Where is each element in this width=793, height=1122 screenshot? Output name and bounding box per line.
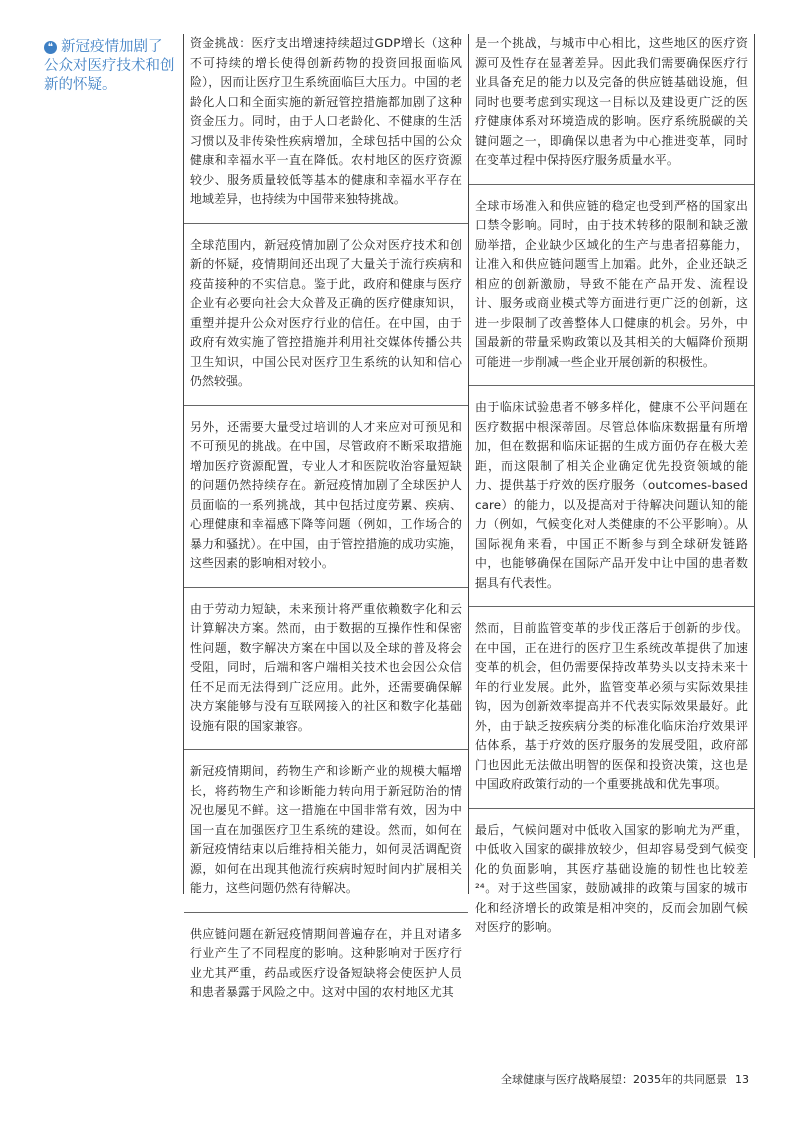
paragraph: 供应链问题在新冠疫情期间普遍存在，并且对诸多行业产生了不同程度的影响。这种影响对于医疗行业尤其严重，药品或医疗设备短缺将会使医护人员和患者暴露于风险之中。这对中国的农村地区尤其 xyxy=(190,926,462,999)
paragraph-divider xyxy=(469,385,754,386)
paragraph: 新冠疫情期间，药物生产和诊断产业的规模大幅增长，将药物生产和诊断能力转向用于新冠防治的情况也屡见不鲜。这一措施在中国非常有效，因为中国一直在加强医疗卫生系统的建设。然而，如何在新冠疫情结束以后维持相关能力，如何灵活调配资源，如何在出现其他流行疾病时短时间内扩展相关能力，这些问题仍然有待解决。 xyxy=(190,764,462,895)
paragraph-divider xyxy=(184,405,468,406)
paragraph-divider xyxy=(184,587,468,588)
paragraph: 然而，目前监管变革的步伐正落后于创新的步伐。在中国，正在进行的医疗卫生系统改革提供了加速变革的机会，但仍需要保持改革势头以支持未来十年的行业发展。此外，监管变革必须与实际效果挂钩，因为创新效率提高并不代表实际效果最好。此外，由于缺乏按疾病分类的标准化临床治疗效果评估体系，基于疗效的医疗服务的发展受阻，政府部门也因此无法做出明智的医保和投资决策，这也是中国政府政策行动的一个重要挑战和优先事项。 xyxy=(475,621,748,791)
paragraph: 是一个挑战，与城市中心相比，这些地区的医疗资源可及性存在显著差异。因此我们需要确保医疗行业具备充足的能力以及完备的供应链基础设施，但同时也要考虑到实现这一目标以及建设更广泛的医疗健康体系对环境造成的影响。医疗系统脱碳的关键问题之一，即确保以患者为中心推进变革，同时在变革过程中保持医疗服务质量水平。 xyxy=(475,36,748,167)
page-footer xyxy=(501,1071,749,1087)
quote-icon: ❝ xyxy=(44,41,57,54)
text-column-left xyxy=(183,34,469,999)
footer-title: 全球健康与医疗战略展望：2035年的共同愿景 xyxy=(501,1073,727,1086)
paragraph: 另外，还需要大量受过培训的人才来应对可预见和不可预见的挑战。在中国，尽管政府不断采取措施增加医疗资源配置，专业人才和医院收治容量短缺的问题仍然持续存在。新冠疫情加剧了全球医护人员面临的一系列挑战，其中包括过度劳累、疾病、心理健康和幸福感下降等问题（例如，工作场合的暴力和骚扰）。在中国，由于管控措施的成功实施，这些因素的影响相对较小。 xyxy=(190,419,462,570)
paragraph: 全球范围内，新冠疫情加剧了公众对医疗技术和创新的怀疑，疫情期间还出现了大量关于流行疾病和疫苗接种的不实信息。鉴于此，政府和健康与医疗企业有必要向社会大众普及正确的医疗健康知识，重塑并提升公众对医疗行业的信任。在中国，由于政府有效实施了管控措施并利用社交媒体传播公共卫生知识，中国公民对医疗卫生系统的认知和信心仍然较强。 xyxy=(190,237,462,388)
pull-quote xyxy=(44,38,176,95)
paragraph-divider xyxy=(469,184,754,185)
paragraph: 由于劳动力短缺，未来预计将严重依赖数字化和云计算解决方案。然而，由于数据的互操作性和保密性问题，数字解决方案在中国以及全球的普及将会受阻，同时，后端和客户端相关技术也会因公众信任不足而无法得到广泛应用。此外，还需要确保解决方案能够与没有互联网接入的社区和数字化基础设施有限的国家兼容。 xyxy=(190,601,462,733)
paragraph-divider xyxy=(184,223,468,224)
paragraph-divider xyxy=(184,912,468,913)
paragraph: 最后，气候问题对中低收入国家的影响尤为严重，中低收入国家的碳排放较少，但却容易受到气候变化的负面影响，其医疗基础设施的韧性也比较差²⁴。对于这些国家，鼓励减排的政策与国家的城市化和经济增长的政策是相冲突的，反而会加剧气候对医疗的影响。 xyxy=(475,822,748,934)
page-number: 13 xyxy=(735,1073,749,1086)
paragraph: 全球市场准入和供应链的稳定也受到严格的国家出口禁令影响。同时，由于技术转移的限制和缺乏激励举措，企业缺少区域化的生产与患者招募能力，让准入和供应链问题雪上加霜。此外，企业还缺乏相应的创新激励，导致不能在产品开发、流程设计、服务或商业模式等方面进行更广泛的创新，这进一步限制了改善整体人口健康的机会。另外，中国最新的带量采购政策以及其相关的大幅降价预期可能进一步削减一些企业开展创新的积极性。 xyxy=(475,198,748,369)
text-column-right xyxy=(469,34,755,934)
paragraph-divider xyxy=(184,749,468,750)
paragraph: 由于临床试验患者不够多样化，健康不公平问题在医疗数据中根深蒂固。尽管总体临床数据量有所增加，但在数据和临床证据的生成方面仍存在极大差距，而这限制了相关企业确定优先投资领域的能力、提供基于疗效的医疗服务（outcomes-based care）的能力，以及提高对于待解决问题认知的能力（例如，气候变化对人类健康的不公平影响）。从国际视角来看，中国正不断参与到全球研发链路中，也能够确保在国际产品开发中让中国的患者数据具有代表性。 xyxy=(475,400,748,590)
paragraph-divider xyxy=(469,808,754,809)
pull-quote-text: 新冠疫情加剧了公众对医疗技术和创新的怀疑。 xyxy=(44,39,175,93)
paragraph: 资金挑战：医疗支出增速持续超过GDP增长（这种不可持续的增长使得创新药物的投资回报面临风险），因而让医疗卫生系统面临巨大压力。中国的老龄化人口和全面实施的新冠管控措施都加剧了这种资金压力。同时，由于人口老龄化、不健康的生活习惯以及非传染性疾病增加，全球包括中国的公众健康和幸福水平一直在降低。农村地区的医疗资源较少、服务质量较低等基本的健康和幸福水平存在地域差异，也持续为中国带来独特挑战。 xyxy=(190,36,462,206)
paragraph-divider xyxy=(469,606,754,607)
